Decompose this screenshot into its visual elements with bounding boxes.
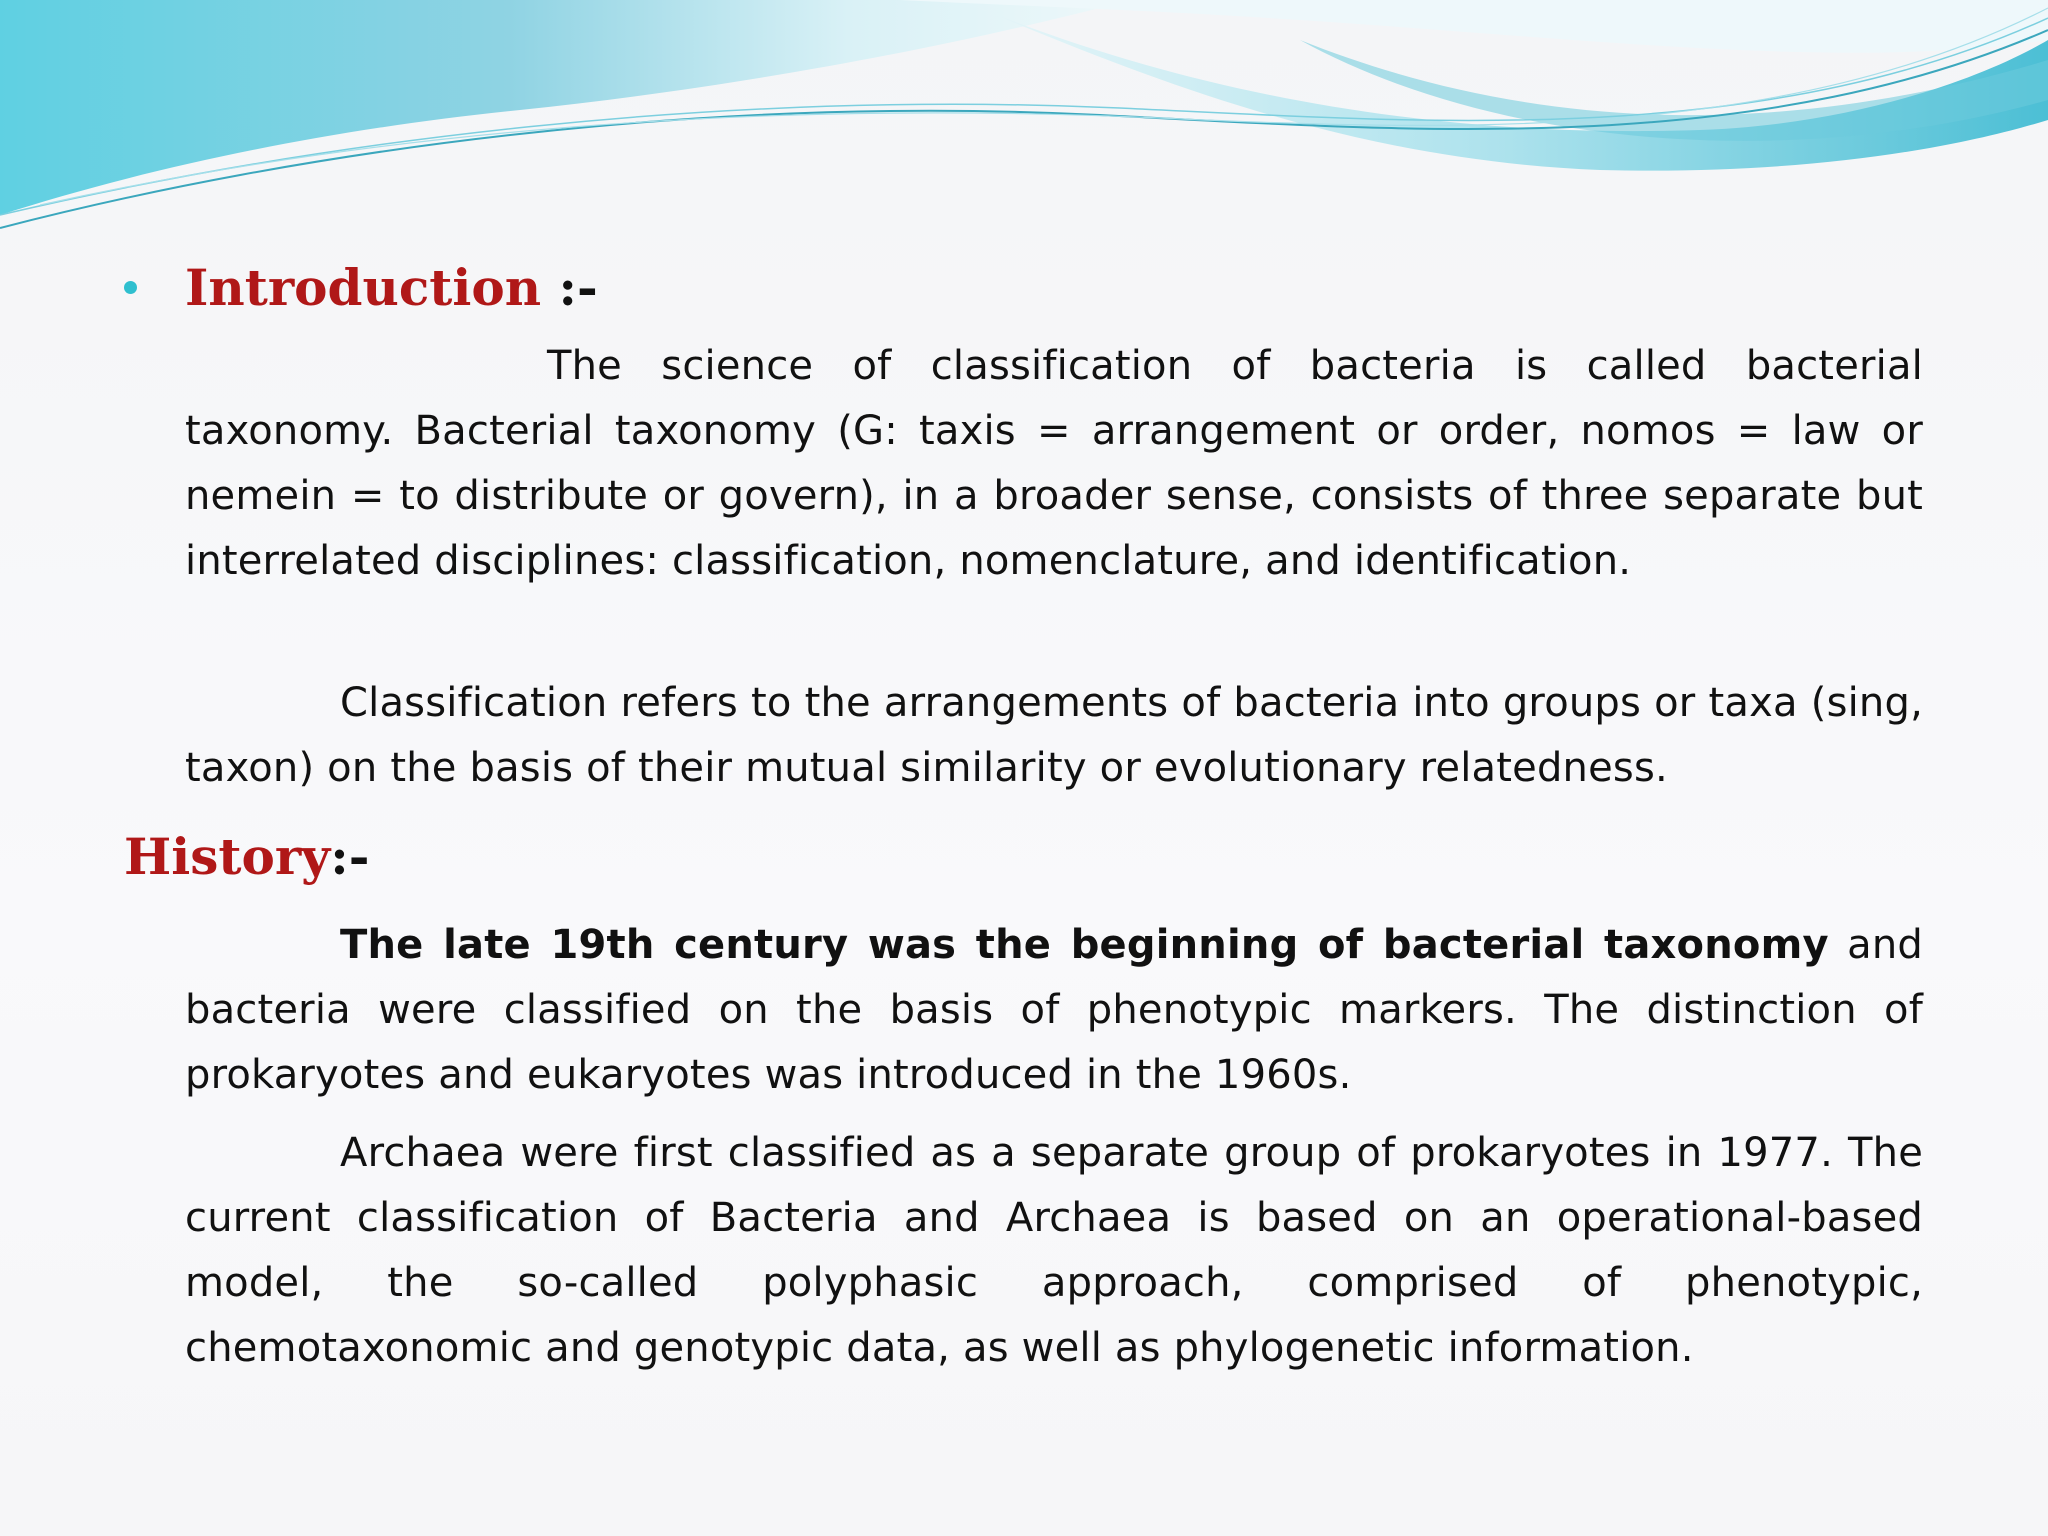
introduction-suffix: :- <box>541 258 598 317</box>
introduction-heading <box>185 258 598 318</box>
history-paragraph-1-bold: The late 19th century was the beginning of bacterial taxonomy <box>340 922 1829 968</box>
bullet-icon <box>124 281 137 294</box>
history-paragraph-2: Archaea were first classified as a separate group of prokaryotes in 1977. The current classification of Bacteria and Archaea is based on an operational-based model, the so-called polyphasic approach, comprised of phenotypic, chemotaxonomic and genotypic data, as well as phylogenetic information. <box>185 1130 1923 1371</box>
introduction-title: Introduction <box>185 258 542 317</box>
history-suffix: :- <box>330 827 370 886</box>
history-paragraph-1 <box>185 913 1923 1108</box>
history-heading <box>124 827 369 887</box>
history-title: History <box>124 827 331 886</box>
history-paragraph-1-rest: and bacteria were classified on the basis of phenotypic markers. The distinction of prokaryotes and eukaryotes was introduced in the 1960s. <box>185 922 1923 1098</box>
introduction-paragraph-2: Classification refers to the arrangements of bacteria into groups or taxa (sing, taxon) on the basis of their mutual similarity or evolutionary relatedness. <box>185 680 1923 791</box>
introduction-paragraph-1: The science of classification of bacteria is called bacterial taxonomy. Bacterial taxonomy (G: taxis = arrangement or order, nomos = law or nemein = to distribute or govern), in a broader sense, consists of three separate but interrelated disciplines: classification, nomenclature, and identification. <box>185 343 1923 584</box>
